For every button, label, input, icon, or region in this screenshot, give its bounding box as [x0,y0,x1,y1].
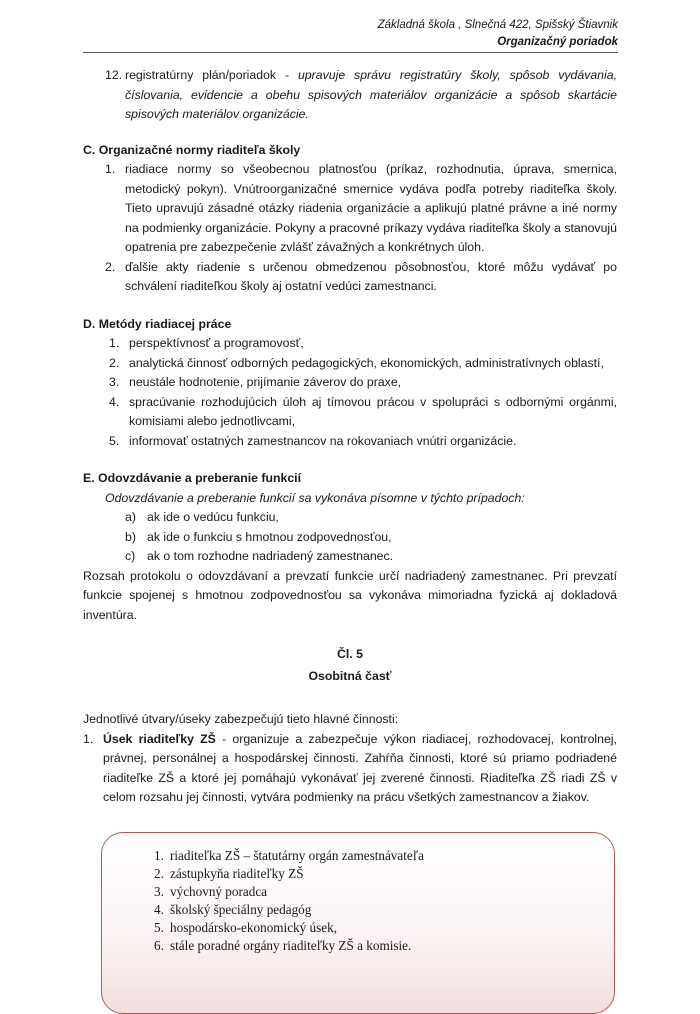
section-e-closing: Rozsah protokolu o odovzdávaní a prevzatí funkcie určí nadriadený zamestnanec. Pri prevzatí funkcie spojenej s hmotnou zodpovednosťou sa vykonáva mimoriadna fyzická aj dokladová inventúra. [83,568,617,622]
article-intro: Jednotlivé útvary/úseky zabezpečujú tieto hlavné činnosti: [83,712,399,726]
header-document-title: Organizačný poriadok [497,36,618,48]
list-item [83,354,617,374]
list-item-text: zástupkyňa riaditeľky ZŠ [170,866,304,881]
point-title: Úsek riaditeľky ZŠ [103,731,216,746]
list-item [83,373,617,393]
list-item-number: 2. [105,259,116,274]
list-item-letter: a) [125,510,136,524]
list-item-text: ak o tom rozhodne nadriadený zamestnanec. [147,549,394,563]
list-item-lead: registratúrny plán/poriadok - [125,68,290,82]
page-header [378,17,618,51]
org-structure-box [101,832,615,1014]
list-item-text: ak ide o vedúcu funkciu, [147,510,279,524]
list-item-text: výchovný poradca [170,884,268,899]
list-item-number: 6. [154,938,164,953]
list-item-12 [83,66,617,125]
list-item-number: 4. [109,394,120,409]
list-item-number: 3. [154,884,164,899]
list-item [154,937,424,955]
org-structure-list [154,847,424,955]
list-item [154,865,424,883]
list-item-text: ak ide o funkciu s hmotnou zodpovednosťou, [147,529,392,544]
section-c-list [83,160,617,297]
list-item-number: 5. [154,920,164,935]
section-e-heading: E. Odovzdávanie a preberanie funkcií [83,471,301,485]
list-item-letter: c) [125,549,136,563]
list-item-number: 2. [109,355,120,370]
list-item-text: perspektívnosť a programovosť, [129,336,304,350]
header-school-address: Základná škola , Slnečná 422, Spišský Štiavnik [377,19,618,31]
list-item [83,547,617,567]
list-item-text: stále poradné orgány riaditeľky ZŠ a komisie. [170,938,412,953]
article-title: Osobitná časť [308,668,392,683]
list-item-text: hospodársko-ekonomický úsek, [170,920,338,935]
article-number: Čl. 5 [337,647,363,661]
article-point-1 [83,730,617,808]
list-item-number: 1. [154,848,164,863]
document-body [83,66,617,849]
section-d-list [83,334,617,451]
list-item [83,258,617,297]
list-item [83,528,617,548]
list-item-number: 1. [109,336,120,350]
point-number: 1. [83,731,94,746]
list-item-text: spracúvanie rozhodujúcich úloh aj tímovou prácou v spolupráci s odbornými orgánmi, komisiami alebo jednotlivcami, [129,394,617,428]
list-item [83,432,617,452]
list-item-number: 5. [109,433,120,448]
list-item [83,508,617,528]
section-e-intro: Odovzdávanie a preberanie funkcií sa vykonáva písomne v týchto prípadoch: [105,490,525,505]
list-item-text: analytická činnosť odborných pedagogických, ekonomických, administratívnych oblastí, [129,355,604,370]
list-item [83,393,617,432]
list-item [154,901,424,919]
list-item-text: riaditeľka ZŠ – štatutárny orgán zamestnávateľa [170,848,424,863]
section-c-heading: C. Organizačné normy riaditeľa školy [83,142,301,157]
list-item-text: riadiace normy so všeobecnou platnosťou (príkaz, rozhodnutia, úprava, smernica, metodický pokyn). Vnútroorganizačné smernice vydáva podľa potreby riaditeľka školy. Tieto upravujú zásadné otázky riadenia organizácie a aplikujú platné právne a iné normy na podmienky organizácie. Pokyny a pracovné príkazy vydáva riaditeľka školy a stanovujú opatrenia pre zabezpečenie zvlášť závažných a konkrétnych úloh. [125,162,617,254]
list-item-letter: b) [125,529,136,544]
list-item-text: ďalšie akty riadenie s určenou obmedzenou pôsobnosťou, ktoré môžu vydávať po schválení riaditeľkou školy aj ostatní vedúci zamestnanci. [125,259,617,293]
section-e-list [83,508,617,567]
list-item-number: 2. [154,866,164,881]
list-item [154,919,424,937]
list-item-text: upravuje správu registratúry školy, spôsob vydávania, číslovania, evidencie a obehu spisových materiálov organizácie a spôsob skartácie spisových materiálov organizácie. [125,68,618,121]
list-item-number: 3. [109,375,120,389]
list-item-text: neustále hodnotenie, prijímanie záverov do praxe, [129,375,402,389]
list-item-number: 12. [105,68,123,82]
list-item-number: 4. [154,902,164,917]
list-item [154,847,424,865]
point-text: - organizuje a zabezpečuje výkon riadiacej, rozhodovacej, kontrolnej, právnej, personálnej a hospodárskej činnosti. Zahŕňa činnosti, ktoré sú priamo podriadené riaditeľke ZŠ a ktoré jej pomáhajú vykonávať jej zverené činnosti. Riaditeľka ZŠ riadi ZŠ v celom rozsahu jej činnosti, vytvára podmienky na prácu všetkých zamestnancov a žiakov. [103,731,617,804]
list-item-number: 1. [105,162,116,176]
section-d-heading: D. Metódy riadiacej práce [83,316,232,331]
list-item [83,334,617,354]
header-divider [83,52,618,53]
list-item-text: školský špeciálny pedagóg [170,902,312,917]
list-item [154,883,424,901]
list-item [83,160,617,258]
list-item-text: informovať ostatných zamestnancov na rokovaniach vnútri organizácie. [129,433,517,448]
